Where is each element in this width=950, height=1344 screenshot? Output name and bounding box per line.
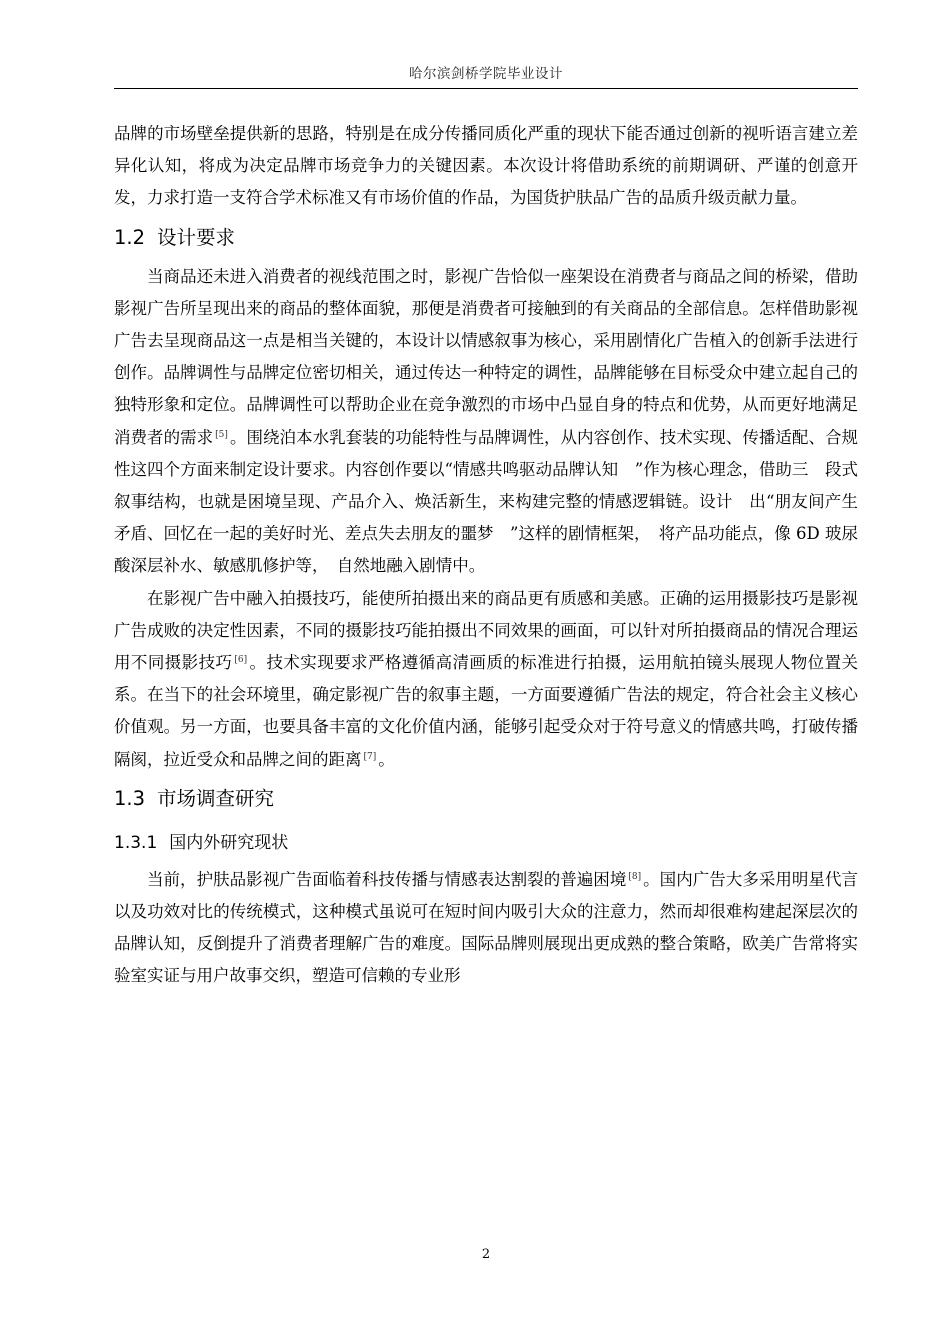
section-title: 国内外研究现状 [169,832,289,853]
citation-7[interactable]: [7] [363,751,377,762]
paragraph-text: 。国内广告大多采用明星代言以及功效对比的传统模式，这种模式虽说可在短时间内吸引大众的注意力，然而却很难构建起深层次的品牌认知，反倒提升了消费者理解广告的难度。国际品牌则展现出更成熟的整合策略，欧美广告常将实验室实证与用户故事交织，塑造可信赖的专业形 [114,869,859,986]
page-header: 哈尔滨剑桥学院毕业设计 [409,66,563,82]
citation-6[interactable]: [6] [234,655,248,666]
section-number: 1.3.1 [114,832,158,853]
header-divider [114,88,858,89]
paragraph-text: 当前，护肤品影视广告面临着科技传播与情感表达割裂的普遍困境 [147,869,627,889]
section-heading-1-3 [114,776,858,822]
paragraph-text: 。技术实现要求严格遵循高清画质的标准进行拍摄，运用航拍镜头展现人物位置关系。在当下的社会环境里，确定影视广告的叙事主题，一方面要遵循广告法的规定，符合社会主义核心价值观。另一方面，也要具备丰富的文化价值内涵，能够引起受众对于符号意义的情感共鸣，打破传播隔阂，拉近受众和品牌之间的距离 [114,653,859,769]
paragraph-intro-continued: 品牌的市场壁垒提供新的思路，特别是在成分传播同质化严重的现状下能否通过创新的视听语言建立差异化认知，将成为决定品牌市场竞争力的关键因素。本次设计将借助系统的前期调研、严谨的创意开发，力求打造一支符合学术标准又有市场价值的作品，为国货护肤品广告的品质升级贡献力量。 [114,124,858,208]
section-title: 市场调查研究 [157,786,275,810]
paragraph-text: 。围绕泊本水乳套装的功能特性与品牌调性，从内容创作、技术实现、传播适配、合规性这四个方面来制定设计要求。内容创作要以“情感共鸣驱动品牌认知 ”作为核心理念，借助三 段式叙事结构，也就是困境呈现、产品介入、焕活新生，来构建完整的情感逻辑链。设计 出“朋友间产生矛盾、回忆在一起的美好时光、差点失去朋友的噩梦 ”这样的剧情框架， 将产品功能点，像 6D 玻尿酸深层补水、敏感肌修护等， 自然地融入剧情中。 [114,427,859,576]
citation-8[interactable]: [8] [628,871,642,882]
page-body [114,118,858,993]
section-title: 设计要求 [157,225,236,249]
paragraph-design-requirements [114,261,858,583]
section-number: 1.3 [114,786,146,810]
paragraph-text: 在影视广告中融入拍摄技巧，能使所拍摄出来的商品更有质感和美感。正确的运用摄影技巧是影视广告成败的决定性因素，不同的摄影技巧能拍摄出不同效果的画面，可以针对所拍摄商品的情况合理运用不同摄影技巧 [114,588,858,673]
paragraph-text: 。 [378,749,395,769]
section-number: 1.2 [114,225,146,249]
paragraph-research-status [114,864,858,993]
paragraph-shooting-techniques [114,583,858,776]
page-number: 2 [481,1247,491,1262]
section-heading-1-2 [114,215,858,261]
paragraph-text: 当商品还未进入消费者的视线范围之时，影视广告恰似一座架设在消费者与商品之间的桥梁，借助影视广告所呈现出来的商品的整体面貌，那便是消费者可接触到的有关商品的全部信息。怎样借助影视广告去呈现商品这一点是相当关键的，本设计以情感叙事为核心，采用剧情化广告植入的创新手法进行创作。品牌调性与品牌定位密切相关，通过传达一种特定的调性，品牌能够在目标受众中建立起自己的独特形象和定位。品牌调性可以帮助企业在竞争激烈的市场中凸显自身的特点和优势，从而更好地满足消费者的需求 [114,266,858,447]
citation-5[interactable]: [5] [215,429,228,440]
subsection-heading-1-3-1 [114,822,858,864]
